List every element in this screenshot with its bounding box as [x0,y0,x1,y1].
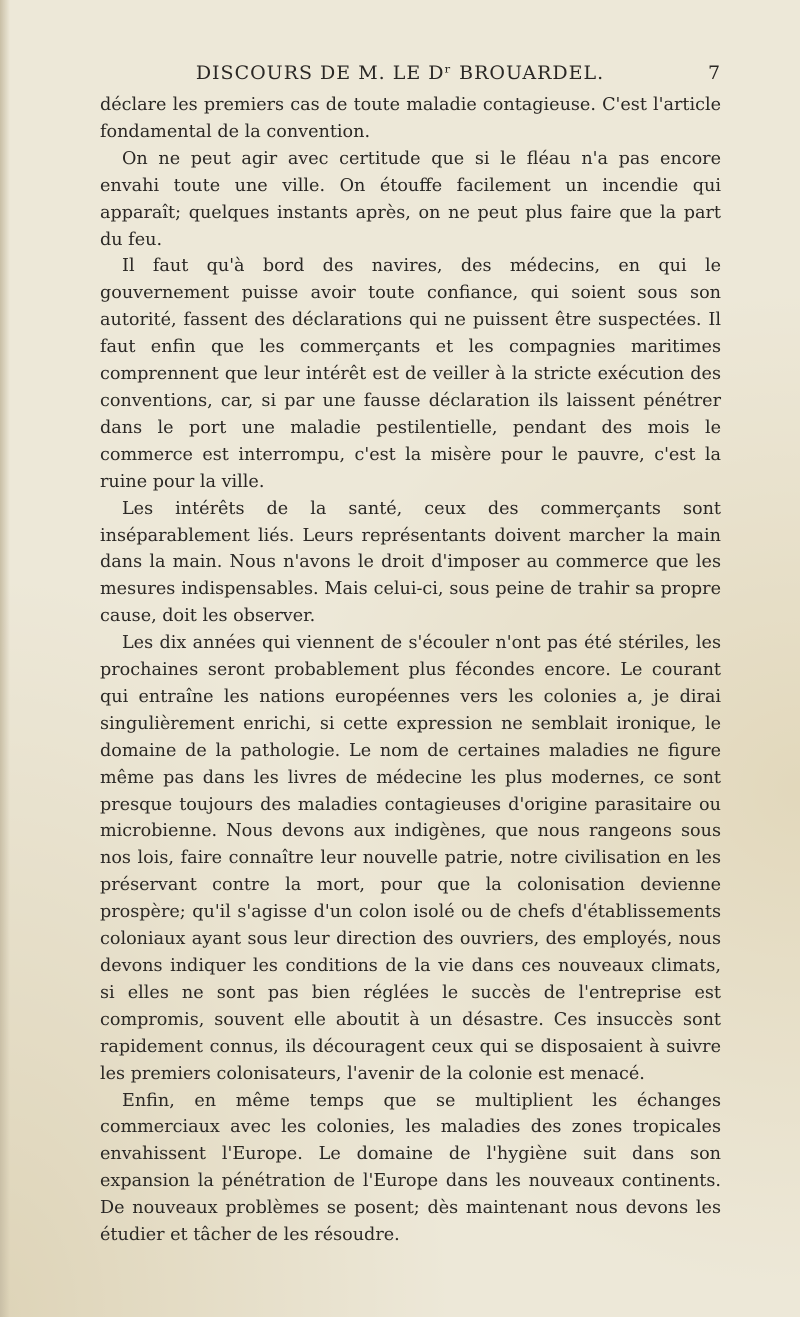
running-head: DISCOURS DE M. LE Dʳ BROUARDEL. [195,62,605,84]
paragraph-6: Enfin, en même temps que se multiplient les échanges commerciaux avec les colonies, les maladies des zones tropicales envahissent l'Europe. Le domaine de l'hygiène suit dans son expansion la pénétration de l'Europe dans les nouveaux continents. De nouveaux problèmes se posent; dès maintenant nous devons les étudier et tâcher de les résoudre. [100,1090,721,1246]
page-number: 7 [708,62,721,84]
body-text [100,92,721,1249]
paragraph-2: On ne peut agir avec certitude que si le fléau n'a pas encore envahi toute une ville. On étouffe facilement un incendie qui apparaît; quelques instants après, on ne peut plus faire que la part du feu. [100,148,721,250]
page-edge-shadow [0,0,10,1317]
paragraph-1: déclare les premiers cas de toute maladie contagieuse. C'est l'article fondamental de la convention. [100,95,721,142]
paragraph-3: Il faut qu'à bord des navires, des médecins, en qui le gouvernement puisse avoir toute confiance, qui soient sous son autorité, fassent des déclarations qui ne puissent être suspectées. Il faut enfin que les commerçants et les compagnies maritimes comprennent que leur intérêt est de veiller à la stricte exécution des conventions, car, si par une fausse déclaration ils laissent pénétrer dans le port une maladie pestilentielle, pendant des mois le commerce est interrompu, c'est la misère pour le pauvre, c'est la ruine pour la ville. [100,256,721,492]
paragraph-4: Les intérêts de la santé, ceux des commerçants sont inséparablement liés. Leurs représentants doivent marcher la main dans la main. Nous n'avons le droit d'imposer au commerce que les mesures indispensables. Mais celui-ci, sous peine de trahir sa propre cause, doit les observer. [100,498,721,627]
paragraph-5: Les dix années qui viennent de s'écouler n'ont pas été stériles, les prochaines seront probablement plus fécondes encore. Le courant qui entraîne les nations européennes vers les colonies a, je dirai singulièrement enrichi, si cette expression ne semblait ironique, le domaine de la pathologie. Le nom de certaines maladies ne figure même pas dans les livres de médecine les plus modernes, ce sont presque toujours des maladies contagieuses d'origine parasitaire ou microbienne. Nous devons aux indigènes, que nous rangeons sous nos lois, faire connaître leur nouvelle patrie, notre civilisation en les préservant contre la mort, pour que la colonisation devienne prospère; qu'il s'agisse d'un colon isolé ou de chefs d'établissements coloniaux ayant sous leur direction des ouvriers, des employés, nous devons indiquer les conditions de la vie dans ces nouveaux climats, si elles ne sont pas bien réglées le succès de l'entreprise est compromis, souvent elle aboutit à un désastre. Ces insuccès sont rapidement connus, ils découragent ceux qui se disposaient à suivre les premiers colonisateurs, l'avenir de la colonie est menacé. [100,633,721,1084]
